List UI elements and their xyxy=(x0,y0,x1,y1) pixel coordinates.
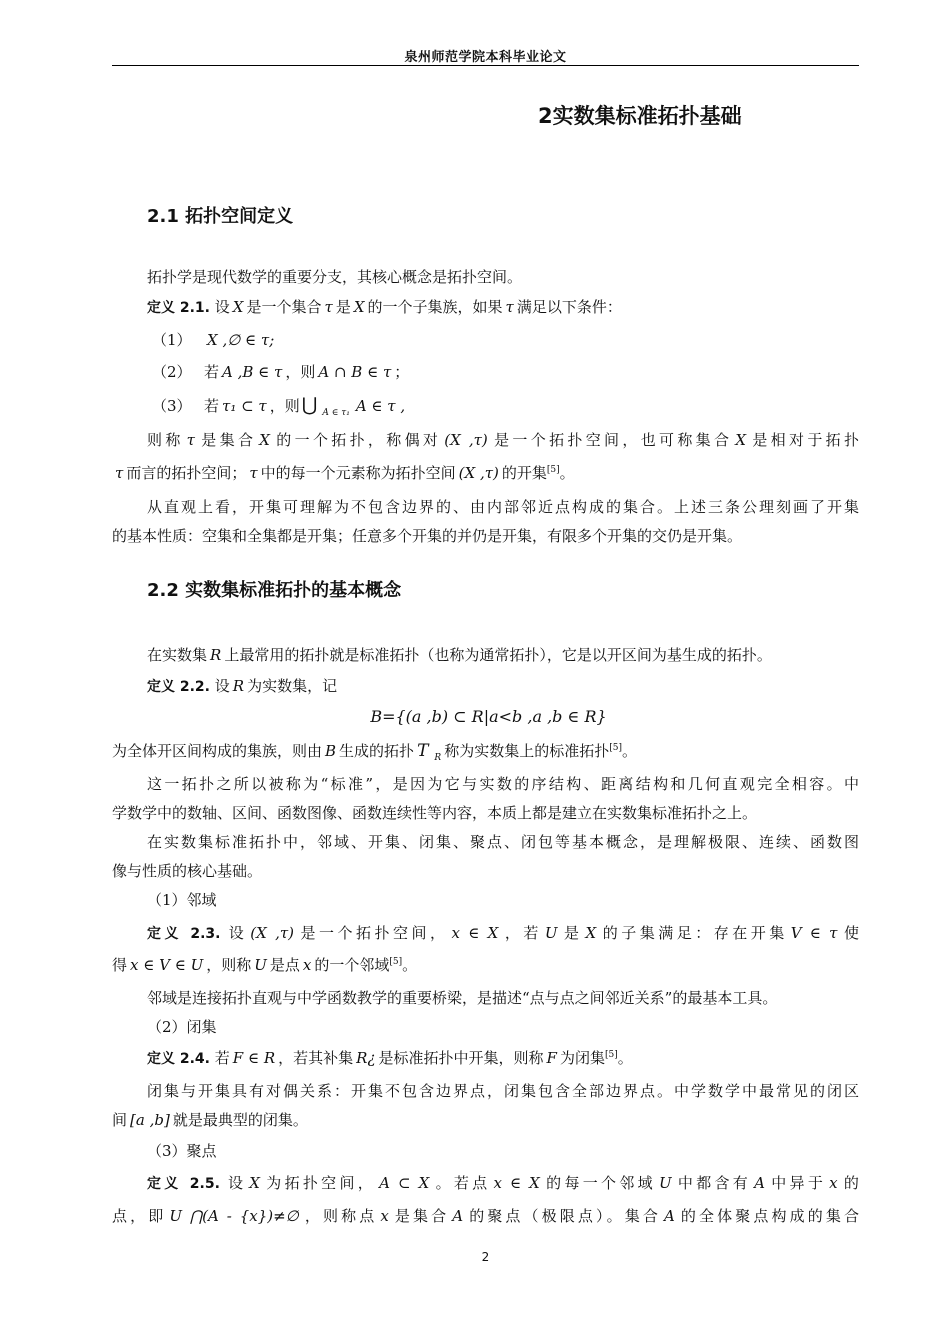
text: 设 xyxy=(214,298,230,316)
citation: [5] xyxy=(609,743,622,753)
header-rule xyxy=(112,65,859,66)
math-expression: A ∈ τ , xyxy=(355,397,406,415)
text: 是标准拓扑中开集，则称 xyxy=(378,1049,544,1067)
text: 是集合 xyxy=(391,1207,450,1225)
paragraph-standard-line1: 这一拓扑之所以被称为“标准”，是因为它与实数的序结构、距离结构和几何直观完全相容。中 xyxy=(147,775,859,793)
math-expression: (X ,τ) xyxy=(250,924,295,942)
math-expression: x ∈ X xyxy=(493,1174,540,1192)
paragraph-intro: 拓扑学是现代数学的重要分支，其核心概念是拓扑空间。 xyxy=(147,268,523,286)
text: 点，即 xyxy=(112,1207,167,1225)
math-expression: x ∈ V ∈ U xyxy=(130,956,204,974)
union-symbol: ⋃ xyxy=(301,394,318,416)
math-symbol: U xyxy=(254,956,267,974)
condition-2 xyxy=(152,362,409,382)
page-number: 2 xyxy=(481,1250,490,1264)
text: 中的每一个元素称为拓扑空间 xyxy=(260,464,456,482)
condition-number: （3） xyxy=(152,397,192,415)
text: 设 xyxy=(214,677,230,695)
text: 若 xyxy=(204,363,220,381)
text: 若 xyxy=(214,1049,230,1067)
text: 的全体聚点构成的集合 xyxy=(677,1207,859,1225)
math-symbol: X xyxy=(735,431,747,449)
definition-2-5-line1 xyxy=(147,1173,859,1194)
text: ； xyxy=(394,363,410,381)
math-expression: X ,∅ ∈ τ; xyxy=(207,331,275,349)
text: 。 xyxy=(402,956,418,974)
paragraph-closed-line2 xyxy=(112,1110,308,1130)
text: 是相对于拓扑 xyxy=(749,431,859,449)
condition-1 xyxy=(152,330,277,350)
text: 在实数集 xyxy=(147,646,208,664)
citation: [5] xyxy=(389,957,403,967)
definition-2-5-line2 xyxy=(112,1206,859,1226)
text: 的子集满足：存在开集 xyxy=(599,924,788,942)
text: 的开集 xyxy=(501,464,547,482)
math-symbol: F xyxy=(546,1049,557,1067)
math-expression: x ∈ X xyxy=(451,924,499,942)
text: 中异于 xyxy=(767,1174,827,1192)
text: 设 xyxy=(227,1174,247,1192)
math-symbol: A xyxy=(452,1207,464,1225)
math-expression: (X ,τ) xyxy=(444,431,488,449)
paragraph-neighborhood: 邻域是连接拓扑直观与中学函数教学的重要桥梁，是描述“点与点之间邻近关系”的最基本工具。 xyxy=(147,989,778,1007)
text: 上最常用的拓扑就是标准拓扑（也称为通常拓扑），它是以开区间为基生成的拓扑。 xyxy=(224,646,772,664)
paragraph-topology-line2 xyxy=(112,463,575,483)
text: 的每一个邻域 xyxy=(542,1174,656,1192)
text: 是 xyxy=(335,298,351,316)
math-symbol: X xyxy=(585,924,597,942)
paragraph-open-set-line1: 从直观上看，开集可理解为不包含边界的、由内部邻近点构成的集合。上述三条公理刻画了开集 xyxy=(147,498,859,516)
definition-label: 定义 2.4. xyxy=(147,1051,210,1067)
math-symbol: A xyxy=(663,1207,675,1225)
text: 得 xyxy=(112,956,128,974)
text: 为闭集 xyxy=(559,1049,605,1067)
math-symbol: R xyxy=(232,677,245,695)
paragraph-concepts-line1: 在实数集标准拓扑中，邻域、开集、闭集、聚点、闭包等基本概念，是理解极限、连续、函数图 xyxy=(147,833,859,851)
math-expression: U ⋂(A - {x})≠∅ xyxy=(169,1207,299,1225)
text: ，则称 xyxy=(206,956,252,974)
math-subscript: A ∈ τ₁ xyxy=(322,408,350,418)
definition-2-3-line1 xyxy=(147,923,859,944)
math-symbol: X xyxy=(232,298,244,316)
definition-2-2 xyxy=(147,676,337,697)
math-expression: R¿ xyxy=(356,1049,376,1067)
math-symbol: B xyxy=(325,742,337,760)
text: 生成的拓扑 xyxy=(339,742,415,760)
subheading-accumulation-point: （3）聚点 xyxy=(147,1142,217,1160)
math-symbol: U xyxy=(544,924,558,942)
math-symbol: X xyxy=(353,298,365,316)
paragraph-open-set-line2: 的基本性质：空集和全集都是开集；任意多个开集的并仍是开集，有限多个开集的交仍是开集。 xyxy=(112,527,743,545)
paragraph-closed-line1: 闭集与开集具有对偶关系：开集不包含边界点，闭集包含全部边界点。中学数学中最常见的闭区 xyxy=(147,1082,859,1100)
math-symbol: τ xyxy=(505,298,514,316)
subheading-closed-set: （2）闭集 xyxy=(147,1018,217,1036)
text: ，则称点 xyxy=(301,1207,378,1225)
text: 的一个子集族，如果 xyxy=(367,298,503,316)
math-symbol: X xyxy=(259,431,270,449)
text: 若 xyxy=(204,397,220,415)
text: 的一个拓扑，称偶对 xyxy=(272,431,442,449)
paragraph-generated-topology xyxy=(112,741,637,768)
text: 满足以下条件： xyxy=(516,298,622,316)
text: ，则 xyxy=(285,363,316,381)
definition-label: 定义 2.5. xyxy=(147,1176,220,1192)
text: 间 xyxy=(112,1111,128,1129)
running-header: 泉州师范学院本科毕业论文 xyxy=(404,50,567,65)
text: 是集合 xyxy=(197,431,257,449)
section-title-2-2: 2.2 实数集标准拓扑的基本概念 xyxy=(147,580,402,601)
math-expression: A ,B ∈ τ xyxy=(222,363,283,381)
formula-open-intervals: B={(a ,b) ⊂ R|a<b ,a ,b ∈ R} xyxy=(370,707,607,726)
text: 的一个邻域 xyxy=(314,956,390,974)
math-symbol: τ xyxy=(324,298,333,316)
math-symbol: τ xyxy=(186,431,195,449)
paragraph-standard-line2: 学数学中的数轴、区间、函数图像、函数连续性等内容，本质上都是建立在实数集标准拓扑之上。 xyxy=(112,804,758,822)
text: 。若点 xyxy=(432,1174,491,1192)
definition-2-3-line2 xyxy=(112,955,417,975)
math-symbol: T xyxy=(417,741,429,761)
citation: [5] xyxy=(546,465,560,475)
paragraph-standard-topology xyxy=(147,645,772,665)
text: 为拓扑空间， xyxy=(262,1174,377,1192)
math-symbol: x xyxy=(829,1174,838,1192)
paragraph-concepts-line2: 像与性质的核心基础。 xyxy=(112,862,263,880)
section-title-2-1: 2.1 拓扑空间定义 xyxy=(147,206,294,227)
math-symbol: X xyxy=(249,1174,260,1192)
math-symbol: A xyxy=(754,1174,765,1192)
text: 是一个集合 xyxy=(246,298,322,316)
definition-2-1 xyxy=(147,297,622,318)
math-subscript: R xyxy=(434,753,442,763)
text: 是一个拓扑空间，也可称集合 xyxy=(490,431,733,449)
text: 。 xyxy=(617,1049,633,1067)
condition-number: （2） xyxy=(152,363,192,381)
math-expression: A ∩ B ∈ τ xyxy=(318,363,392,381)
math-expression: τ₁ ⊂ τ xyxy=(222,397,267,415)
condition-3 xyxy=(152,395,408,423)
text: 的 xyxy=(840,1174,859,1192)
text: 则称 xyxy=(147,431,184,449)
math-symbol: U xyxy=(658,1174,672,1192)
math-symbol: x xyxy=(380,1207,389,1225)
chapter-title: 2实数集标准拓扑基础 xyxy=(538,104,742,128)
text: 是点 xyxy=(269,956,300,974)
math-expression: (X ,τ) xyxy=(458,464,499,482)
text: 的聚点（极限点）。集合 xyxy=(466,1207,661,1225)
math-expression: V ∈ τ xyxy=(790,924,838,942)
text: 而言的拓扑空间； xyxy=(126,464,247,482)
definition-label: 定义 2.3. xyxy=(147,926,221,942)
definition-label: 定义 2.1. xyxy=(147,300,210,316)
math-symbol: x xyxy=(302,956,312,974)
text: 就是最典型的闭集。 xyxy=(172,1111,308,1129)
math-expression: F ∈ R xyxy=(232,1049,276,1067)
text: 是一个拓扑空间， xyxy=(297,924,449,942)
text: ，若 xyxy=(501,924,542,942)
math-symbol: τ xyxy=(115,464,124,482)
definition-label: 定义 2.2. xyxy=(147,679,210,695)
math-symbol: R xyxy=(210,646,222,664)
paragraph-topology-line1 xyxy=(147,430,859,450)
text: 。 xyxy=(621,742,637,760)
subheading-neighborhood: （1）邻域 xyxy=(147,891,217,909)
text: 为实数集，记 xyxy=(247,677,338,695)
text: ，则 xyxy=(269,397,300,415)
definition-2-4 xyxy=(147,1048,633,1069)
text: 称为实数集上的标准拓扑 xyxy=(444,742,610,760)
math-expression: A ⊂ X xyxy=(379,1174,430,1192)
math-expression: [a ,b] xyxy=(130,1111,170,1129)
condition-number: （1） xyxy=(152,331,192,349)
citation: [5] xyxy=(604,1050,618,1060)
text: 设 xyxy=(228,924,248,942)
text: 。 xyxy=(559,464,575,482)
text: 使 xyxy=(840,924,859,942)
text: 为全体开区间构成的集族，则由 xyxy=(112,742,323,760)
text: 是 xyxy=(560,924,583,942)
text: ，若其补集 xyxy=(278,1049,354,1067)
math-symbol: τ xyxy=(249,464,258,482)
text: 中都含有 xyxy=(674,1174,752,1192)
